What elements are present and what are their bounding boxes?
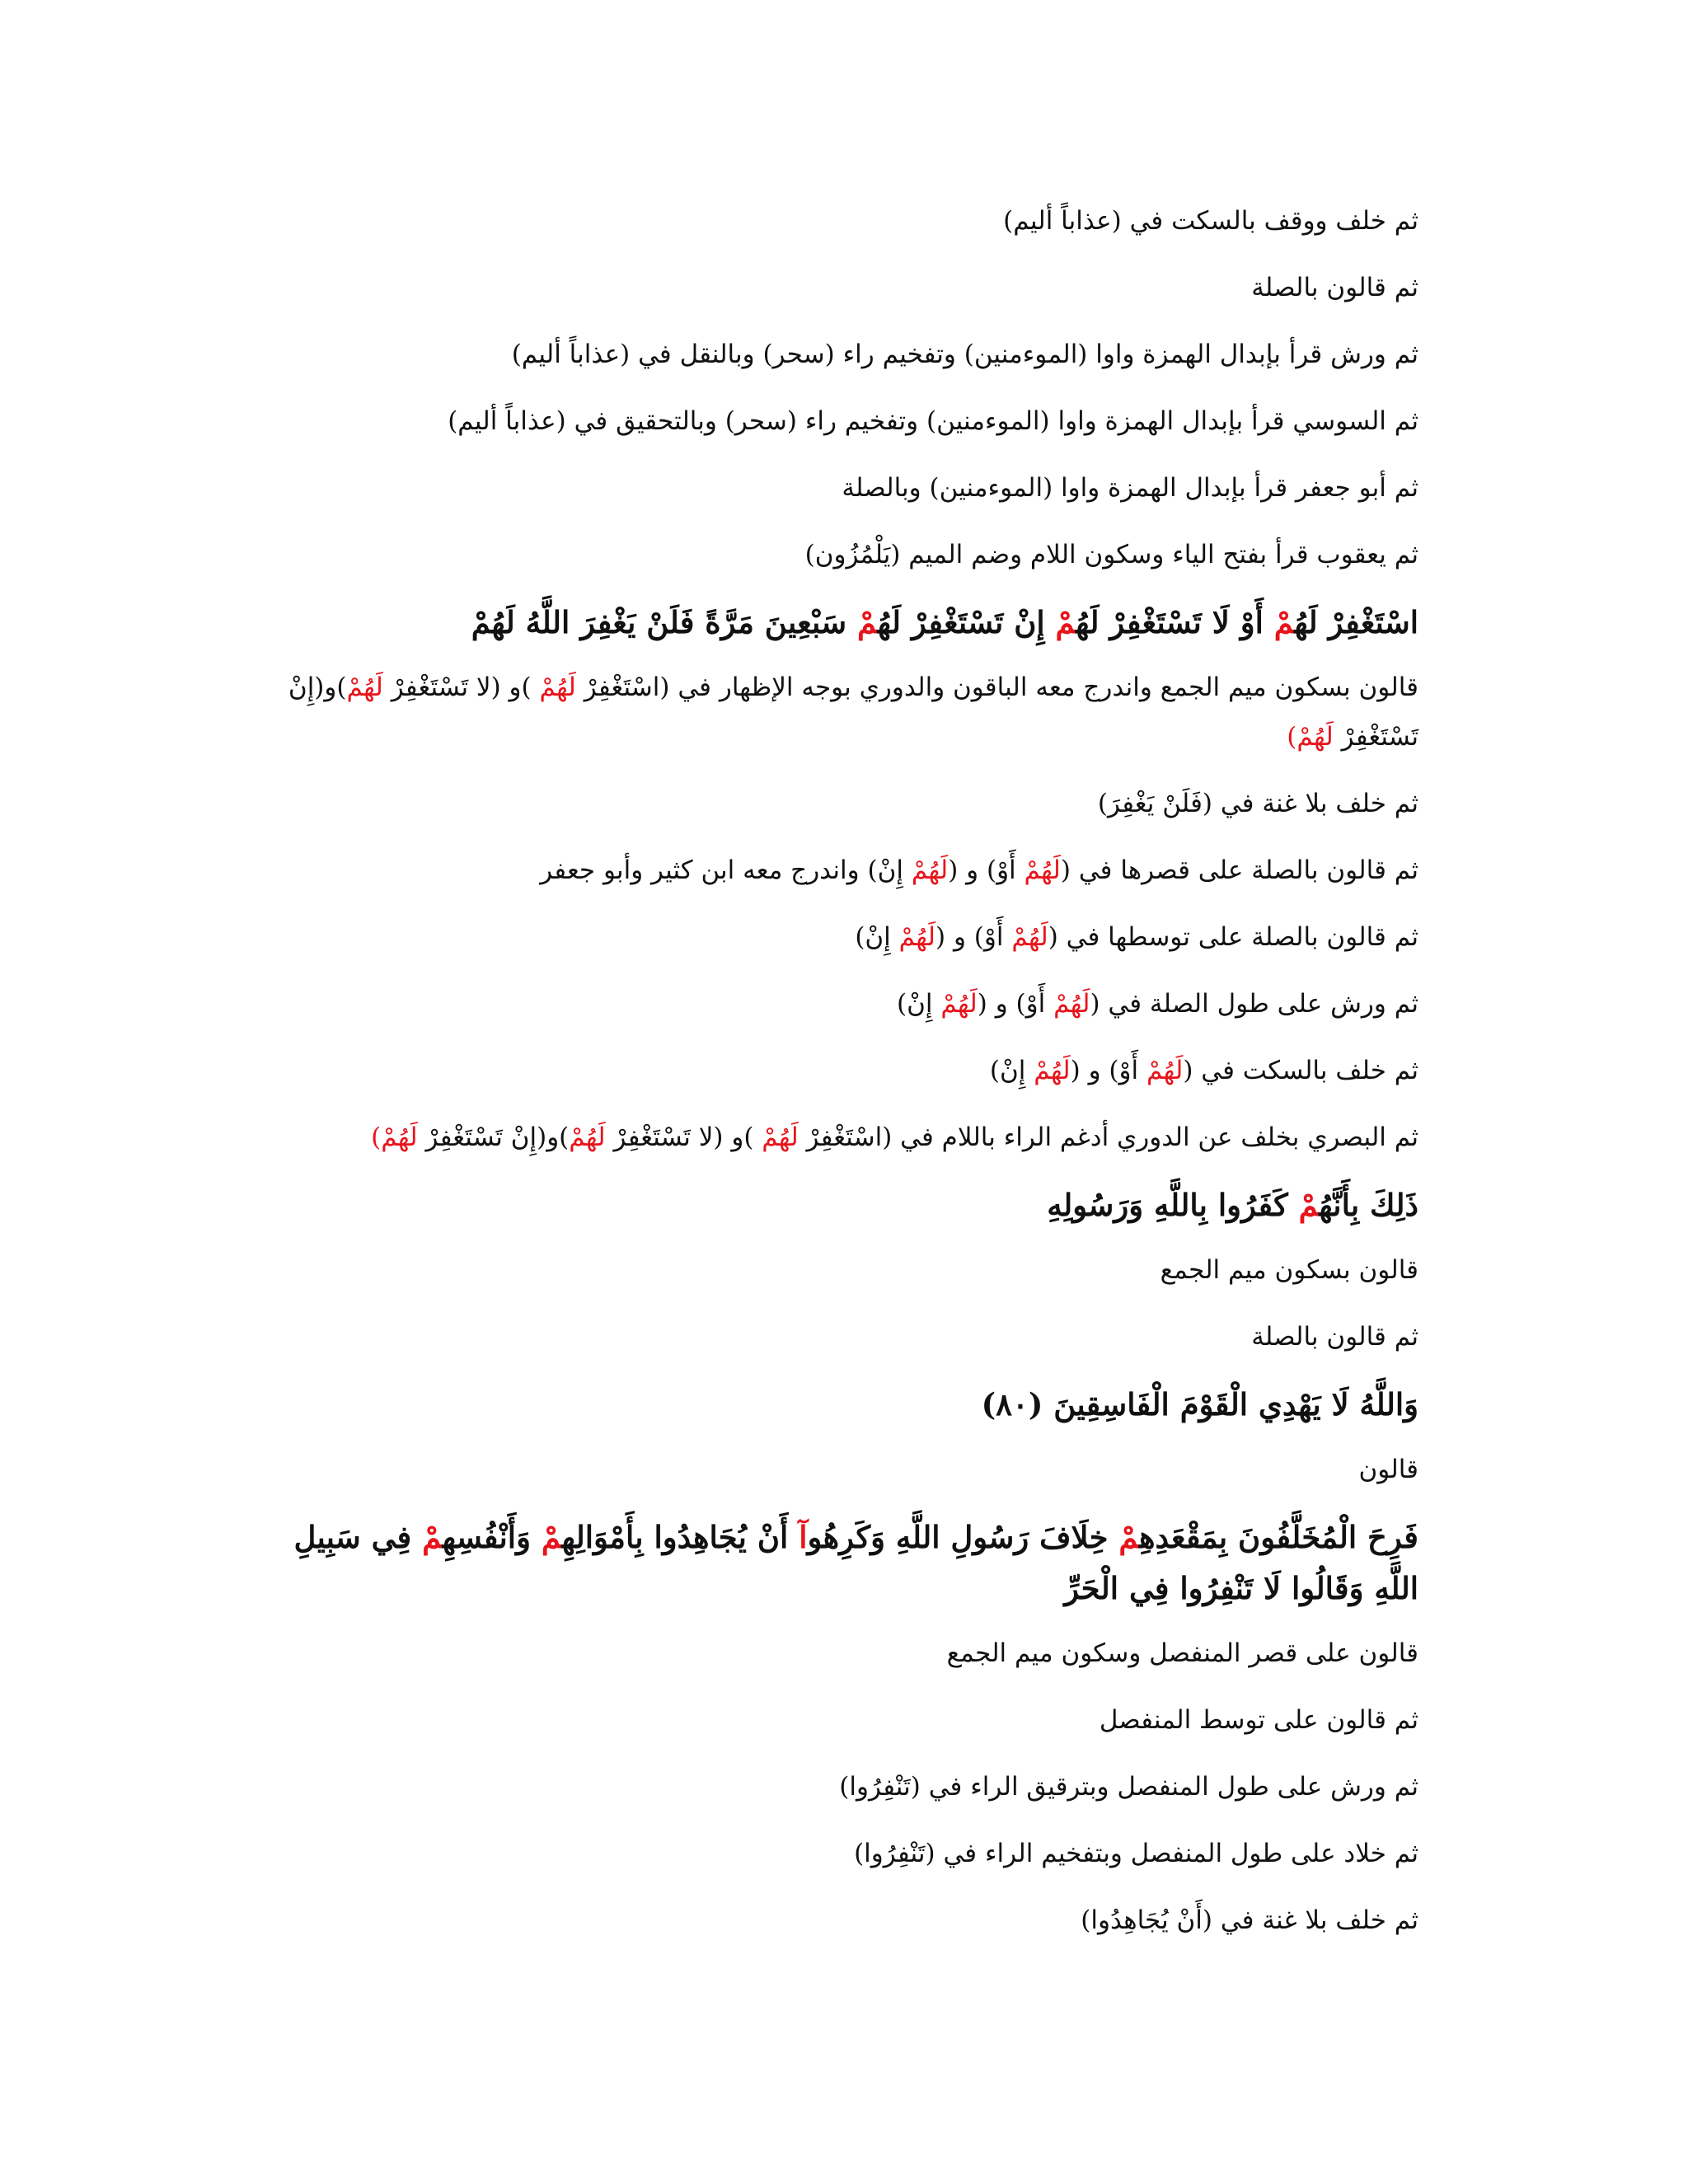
text-segment: ثم قالون بالصلة على قصرها في ( [1060, 855, 1418, 885]
text-segment: فِي سَبِيلِ اللَّهِ وَقَالُوا لَا تَنْفِرُوا فِي الْحَرِّ [293, 1519, 1418, 1606]
text-line [270, 779, 1418, 828]
text-line [270, 330, 1418, 379]
text-line [270, 1445, 1418, 1494]
text-segment: ثم قالون بالصلة [1251, 273, 1418, 302]
text-segment: إِنْ) [989, 1056, 1034, 1085]
text-segment: إِنْ) [897, 989, 941, 1019]
text-line [270, 1113, 1418, 1162]
text-line [270, 1896, 1418, 1945]
text-segment: سَبْعِينَ مَرَّةً فَلَنْ يَغْفِرَ اللَّهُ لَهُمْ [471, 604, 858, 640]
quran-verse-line [270, 1379, 1418, 1430]
text-segment: ثم ورش قرأ بإبدال الهمزة واوا (الموءمنين) وتفخيم راء (سحر) وبالنقل في (عذاباً أليم) [511, 340, 1418, 369]
text-segment: ذَلِكَ بِأَنَّهُ [1319, 1187, 1418, 1223]
text-segment: كَفَرُوا بِاللَّهِ وَرَسُولِهِ [1047, 1187, 1299, 1223]
highlighted-segment: مْ [422, 1519, 443, 1555]
highlighted-segment: مْ [541, 1519, 562, 1555]
text-segment: ثم خلف بلا غنة في (أَنْ يُجَاهِدُوا) [1081, 1905, 1418, 1935]
text-line [270, 979, 1418, 1029]
text-segment: ثم ورش على طول المنفصل وبترقيق الراء في (تَنْفِرُوا) [839, 1772, 1418, 1802]
highlighted-segment: لَهُمْ [539, 673, 576, 702]
text-line [270, 912, 1418, 962]
highlighted-segment: مْ [1055, 604, 1076, 640]
highlighted-segment: آ [799, 1519, 808, 1555]
page-content [270, 196, 1418, 1945]
quran-verse-line [270, 597, 1418, 648]
text-line [270, 1829, 1418, 1878]
text-line [270, 1046, 1418, 1095]
text-segment: )و (لا تَسْتَغْفِرْ [382, 673, 540, 702]
text-segment: أَوْ) و ( [1070, 1056, 1146, 1085]
text-segment: ثم خلف بلا غنة في (فَلَنْ يَغْفِرَ) [1097, 789, 1418, 818]
text-segment: إِنْ) [855, 922, 899, 952]
text-segment: ثم خلف بالسكت في ( [1183, 1056, 1418, 1085]
text-segment: )و(إِنْ تَسْتَغْفِرْ [417, 1122, 570, 1152]
text-segment: قالون بسكون ميم الجمع [1160, 1255, 1418, 1285]
text-line [270, 263, 1418, 312]
text-segment: خِلَافَ رَسُولِ اللَّهِ وَكَرِهُو [807, 1519, 1119, 1555]
highlighted-segment: لَهُمْ [911, 855, 949, 885]
highlighted-segment: لَهُمْ [1034, 1056, 1071, 1085]
text-segment: أَوْ لَا تَسْتَغْفِرْ لَهُ [1076, 604, 1274, 640]
highlighted-segment: مْ [1273, 604, 1295, 640]
text-segment: ثم قالون بالصلة [1251, 1322, 1418, 1352]
text-segment: أَوْ) و ( [977, 989, 1054, 1019]
text-line [270, 1695, 1418, 1745]
text-segment: ثم السوسي قرأ بإبدال الهمزة واوا (الموءمنين) وتفخيم راء (سحر) وبالتحقيق في (عذاباً أليم) [448, 406, 1418, 436]
highlighted-segment: لَهُمْ) [1287, 722, 1334, 752]
text-segment: ثم قالون بالصلة على توسطها في ( [1048, 922, 1418, 952]
highlighted-segment: مْ [1298, 1187, 1320, 1223]
text-segment: ثم البصري بخلف عن الدوري أدغم الراء باللام في (اسْتَغْفِرْ [798, 1122, 1418, 1152]
text-segment: أَوْ) و ( [935, 922, 1012, 952]
highlighted-segment: لَهُمْ [1011, 922, 1048, 952]
text-segment: قالون [1358, 1455, 1418, 1484]
text-line [270, 196, 1418, 246]
text-line [270, 1312, 1418, 1361]
text-segment: أَنْ يُجَاهِدُوا بِأَمْوَالِهِ [561, 1519, 799, 1555]
text-segment: وَأَنْفُسِهِ [442, 1519, 542, 1555]
quran-verse-line [270, 1511, 1418, 1614]
highlighted-segment: لَهُمْ [569, 1122, 606, 1152]
quran-verse-line [270, 1179, 1418, 1230]
highlighted-segment: لَهُمْ [762, 1122, 799, 1152]
highlighted-segment: لَهُمْ [940, 989, 978, 1019]
text-line [270, 1245, 1418, 1295]
highlighted-segment: لَهُمْ [1146, 1056, 1184, 1085]
text-segment: قالون على قصر المنفصل وسكون ميم الجمع [946, 1638, 1418, 1668]
text-segment: إِنْ) واندرج معه ابن كثير وأبو جعفر [540, 855, 912, 885]
text-segment: ثم خلاد على طول المنفصل وبتفخيم الراء في (تَنْفِرُوا) [854, 1839, 1418, 1868]
highlighted-segment: مْ [1118, 1519, 1139, 1555]
text-line [270, 1629, 1418, 1678]
text-line [270, 846, 1418, 895]
text-segment: ثم يعقوب قرأ بفتح الياء وسكون اللام وضم الميم (يَلْمُزُون) [804, 540, 1418, 569]
text-line [270, 463, 1418, 513]
highlighted-segment: لَهُمْ) [371, 1122, 418, 1152]
text-line [270, 396, 1418, 446]
text-segment: فَرِحَ الْمُخَلَّفُونَ بِمَقْعَدِهِ [1138, 1519, 1418, 1555]
text-segment: قالون بسكون ميم الجمع واندرج معه الباقون والدوري بوجه الإظهار في (اسْتَغْفِرْ [575, 673, 1418, 702]
highlighted-segment: مْ [857, 604, 878, 640]
highlighted-segment: لَهُمْ [898, 922, 936, 952]
text-segment: أَوْ) و ( [948, 855, 1025, 885]
text-segment: ثم قالون على توسط المنفصل [1099, 1705, 1418, 1735]
text-line [270, 530, 1418, 579]
highlighted-segment: لَهُمْ [1024, 855, 1061, 885]
text-segment: إِنْ تَسْتَغْفِرْ لَهُ [877, 604, 1056, 640]
text-segment: وَاللَّهُ لَا يَهْدِي الْقَوْمَ الْفَاسِقِينَ (٨٠) [981, 1386, 1418, 1422]
highlighted-segment: لَهُمْ [346, 673, 383, 702]
text-segment: اسْتَغْفِرْ لَهُ [1294, 604, 1418, 640]
text-line [270, 663, 1418, 762]
text-segment: )و (لا تَسْتَغْفِرْ [605, 1122, 762, 1152]
text-segment: )و(إِنْ تَسْتَغْفِرْ [288, 673, 1418, 752]
text-segment: ثم خلف ووقف بالسكت في (عذاباً أليم) [1003, 206, 1418, 236]
text-segment: ثم أبو جعفر قرأ بإبدال الهمزة واوا (الموءمنين) وبالصلة [842, 473, 1418, 503]
text-segment: ثم ورش على طول الصلة في ( [1090, 989, 1418, 1019]
text-line [270, 1762, 1418, 1811]
highlighted-segment: لَهُمْ [1053, 989, 1090, 1019]
